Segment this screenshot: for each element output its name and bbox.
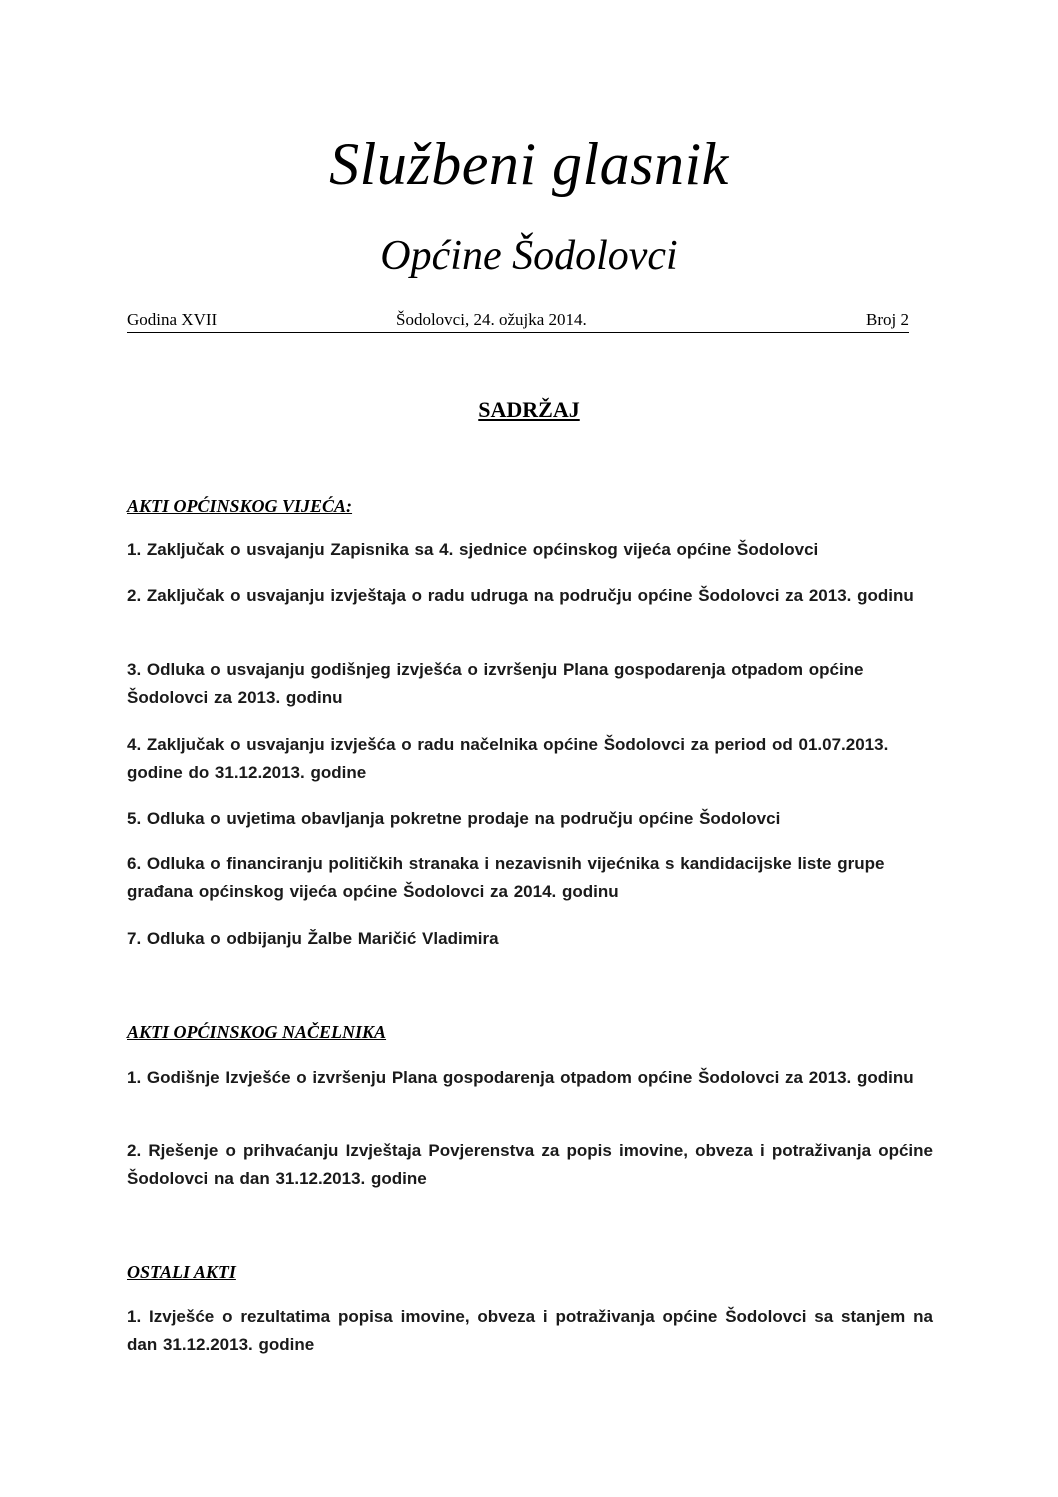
document-title: Službeni glasnik — [329, 131, 729, 197]
section-heading-other: OSTALI AKTI — [127, 1262, 236, 1282]
list-item: 6. Odluka o financiranju političkih stranaka i nezavisnih vijećnika s kandidacijske liste grupe građana općinskog vijeća općine Šodolovci za 2014. godinu — [127, 854, 885, 901]
section-heading-mayor: AKTI OPĆINSKOG NAČELNIKA — [127, 1022, 387, 1042]
list-item: 7. Odluka o odbijanju Žalbe Maričić Vladimira — [127, 929, 499, 948]
list-item: 2. Rješenje o prihvaćanju Izvještaja Povjerenstva za popis imovine, obveza i potraživanja općine Šodolovci na dan 31.12.2013. godine — [127, 1141, 933, 1188]
issue-year: Godina XVII — [127, 310, 218, 329]
issue-header — [127, 308, 909, 333]
contents-title: SADRŽAJ — [478, 397, 580, 422]
list-item: 2. Zaključak o usvajanju izvještaja o radu udruga na području općine Šodolovci za 2013. godinu — [127, 586, 914, 605]
document-subtitle: Općine Šodolovci — [380, 233, 678, 279]
issue-place-date: Šodolovci, 24. ožujka 2014. — [396, 310, 587, 329]
list-item: 1. Godišnje Izvješće o izvršenju Plana gospodarenja otpadom općine Šodolovci za 2013. godinu — [127, 1068, 914, 1087]
list-item: 3. Odluka o usvajanju godišnjeg izvješća o izvršenju Plana gospodarenja otpadom općine Šodolovci za 2013. godinu — [127, 660, 864, 707]
section-heading-council: AKTI OPĆINSKOG VIJEĆA: — [127, 496, 353, 516]
list-item: 5. Odluka o uvjetima obavljanja pokretne prodaje na području općine Šodolovci — [127, 809, 781, 828]
issue-number: Broj 2 — [866, 310, 909, 329]
list-item: 4. Zaključak o usvajanju izvješća o radu načelnika općine Šodolovci za period od 01.07.2013. godine do 31.12.2013. godine — [127, 735, 889, 782]
list-item: 1. Zaključak o usvajanju Zapisnika sa 4. sjednice općinskog vijeća općine Šodolovci — [127, 540, 819, 559]
list-item: 1. Izvješće o rezultatima popisa imovine, obveza i potraživanja općine Šodolovci sa stanjem na dan 31.12.2013. godine — [127, 1307, 933, 1354]
